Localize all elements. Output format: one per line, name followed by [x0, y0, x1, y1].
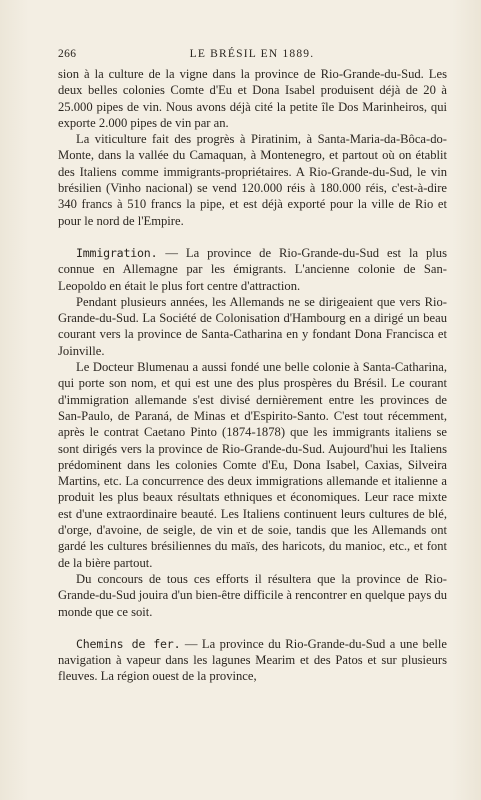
running-head: [58, 48, 446, 62]
paragraph-blumenau: Le Docteur Blumenau a aussi fondé une belle colonie à Santa-Catharina, qui porte son nom, et qui est une des plus prospères du Brésil. Le courant d'immigration allemande s'est divisé dernièrement entre les provinces de San-Paulo, de Paraná, de Minas et d'Espirito-Santo. C'est tout récemment, après le contrat Caetano Pinto (1874-1878) que les immigrants italiens se sont dirigés vers la province de Rio-Grande-du-Sud. Aujourd'hui les Italiens prédominent dans les colonies Comte d'Eu, Dona Isabel, Caxias, Silveira Martins, etc. La concurrence des deux immigrations allemande et italienne a produit les plus beaux résultats ethniques et économiques. Leur race mixte est d'une extraordinaire beauté. Les Italiens continuent leurs cultures de blé, d'orge, d'avoine, de seigle, de vin et de soie, tandis que les Allemands ont gardé les cultures brésiliennes du maïs, des haricots, du manioc, etc., et font de la bière partout.: [58, 360, 447, 570]
railways-text: — La province du Rio-Grande-du-Sud a une belle navigation à vapeur dans les lagunes Mearim et des Patos et sur plusieurs fleuves. La région ouest de la province,: [58, 636, 448, 684]
paragraph-railways: [58, 636, 447, 685]
paragraph-germans: Pendant plusieurs années, les Allemands ne se dirigeaient que vers Rio-Grande-du-Sud. La Société de Colonisation d'Hambourg en a dirigé un beau courant vers la province de Santa-Catharina en y fondant Dona Francisca et Joinville.: [58, 294, 447, 358]
paragraph-conclusion: Du concours de tous ces efforts il résultera que la province de Rio-Grande-du-Sud jouira d'un bien-être difficile à rencontrer en quelque pays du monde que ce soit.: [58, 571, 447, 619]
paragraph-viticulture: La viticulture fait des progrès à Piratinim, à Santa-Maria-da-Bôca-do-Monte, dans la vallée du Camaquan, à Montenegro, et partout où on établit des Italiens comme immigrants-propriétaires. A Rio-Grande-du-Sud, le vin brésilien (Vinho nacional) se vend 120.000 réis à 180.000 réis, c'est-à-dire 340 francs à 510 francs la pipe, et est déjà exporté pour la ville de Rio et pour le nord de l'Empire.: [58, 132, 447, 228]
page-number: 266: [58, 48, 77, 60]
section-title-immigration: Immigration.: [76, 245, 158, 260]
page-text: [58, 66, 447, 685]
paragraph-immigration-intro: [58, 245, 447, 294]
running-title: LE BRÉSIL EN 1889.: [189, 48, 315, 60]
immigration-intro-text: — La province de Rio-Grande-du-Sud est la plus connue en Allemagne par les émigrants. L'ancienne colonie de San-Leopoldo en était le plus fort centre d'attraction.: [58, 245, 447, 293]
section-title-railways: Chemins de fer.: [76, 636, 181, 651]
paragraph-viticulture-continued: sion à la culture de la vigne dans la province de Rio-Grande-du-Sud. Les deux belles colonies Comte d'Eu et Dona Isabel produisent déjà de 20 à 25.000 pipes de vin. Nous avons déjà cité la petite île Dos Marinheiros, qui exporte 2.000 pipes de vin par an.: [58, 67, 447, 130]
